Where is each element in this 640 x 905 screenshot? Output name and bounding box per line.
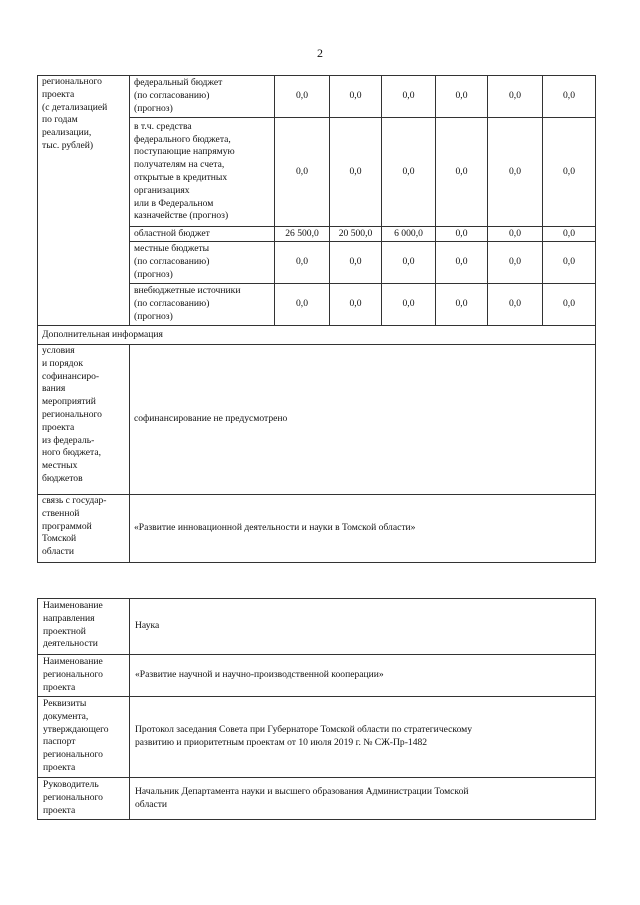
table-row bbox=[38, 599, 596, 655]
value-cell: 0,0 bbox=[488, 284, 543, 326]
info-value: «Развитие научной и научно-производственной кооперации» bbox=[130, 655, 596, 697]
info-label: Руководитель регионального проекта bbox=[38, 778, 130, 820]
value-cell: 0,0 bbox=[330, 76, 382, 118]
value-cell: 0,0 bbox=[382, 284, 436, 326]
value-cell: 0,0 bbox=[436, 242, 488, 284]
funding-source: областной бюджет bbox=[130, 227, 275, 242]
table-row bbox=[38, 326, 596, 345]
value-cell: 0,0 bbox=[488, 227, 543, 242]
value-cell: 0,0 bbox=[436, 284, 488, 326]
funding-source: в т.ч. средства федерального бюджета, поступающие напрямую получателям на счета, открытые в кредитных организациях или в Федеральном казначействе (прогноз) bbox=[130, 118, 275, 227]
funding-source: внебюджетные источники (по согласованию) (прогноз) bbox=[130, 284, 275, 326]
value-cell: 0,0 bbox=[382, 242, 436, 284]
value-cell: 0,0 bbox=[488, 76, 543, 118]
value-cell: 0,0 bbox=[543, 242, 596, 284]
financing-row-label: регионального проекта (с детализацией по годам реализации, тыс. рублей) bbox=[38, 76, 130, 326]
value-cell: 0,0 bbox=[382, 118, 436, 227]
table-row bbox=[38, 655, 596, 697]
value-cell: 0,0 bbox=[488, 118, 543, 227]
value-cell: 0,0 bbox=[330, 118, 382, 227]
value-cell: 0,0 bbox=[543, 118, 596, 227]
value-cell: 0,0 bbox=[436, 227, 488, 242]
info-value: Наука bbox=[130, 599, 596, 655]
value-cell: 0,0 bbox=[382, 76, 436, 118]
value-cell: 0,0 bbox=[436, 118, 488, 227]
funding-source: федеральный бюджет (по согласованию) (прогноз) bbox=[130, 76, 275, 118]
page-number: 2 bbox=[317, 46, 323, 60]
info-value: Начальник Департамента науки и высшего образования Администрации Томской области bbox=[130, 778, 596, 820]
value-cell: 0,0 bbox=[330, 284, 382, 326]
funding-source: местные бюджеты (по согласованию) (прогноз) bbox=[130, 242, 275, 284]
value-cell: 0,0 bbox=[488, 242, 543, 284]
value-cell: 26 500,0 bbox=[275, 227, 330, 242]
value-cell: 0,0 bbox=[275, 284, 330, 326]
table-row bbox=[38, 778, 596, 820]
cofinancing-label: условия и порядок софинансиро- вания мероприятий регионального проекта из федераль- ного бюджета, местных бюджетов bbox=[38, 345, 130, 495]
table-row bbox=[38, 76, 596, 118]
table-row bbox=[38, 345, 596, 495]
value-cell: 0,0 bbox=[543, 227, 596, 242]
financing-table bbox=[37, 75, 596, 563]
value-cell: 0,0 bbox=[275, 76, 330, 118]
value-cell: 0,0 bbox=[543, 284, 596, 326]
table-row bbox=[38, 697, 596, 778]
info-label: Наименование направления проектной деятельности bbox=[38, 599, 130, 655]
additional-info-header: Дополнительная информация bbox=[38, 326, 596, 345]
table-row bbox=[38, 495, 596, 563]
program-link-label: связь с государ- ственной программой Томской области bbox=[38, 495, 130, 563]
info-value: Протокол заседания Совета при Губернаторе Томской области по стратегическому развитию и приоритетным проектам от 10 июля 2019 г. № СЖ-Пр-1482 bbox=[130, 697, 596, 778]
info-label: Наименование регионального проекта bbox=[38, 655, 130, 697]
program-link-value: «Развитие инновационной деятельности и науки в Томской области» bbox=[130, 495, 596, 563]
info-label: Реквизиты документа, утверждающего паспорт регионального проекта bbox=[38, 697, 130, 778]
value-cell: 0,0 bbox=[275, 242, 330, 284]
value-cell: 6 000,0 bbox=[382, 227, 436, 242]
value-cell: 20 500,0 bbox=[330, 227, 382, 242]
cofinancing-value: софинансирование не предусмотрено bbox=[130, 345, 596, 495]
project-info-table bbox=[37, 598, 596, 820]
value-cell: 0,0 bbox=[275, 118, 330, 227]
value-cell: 0,0 bbox=[436, 76, 488, 118]
value-cell: 0,0 bbox=[543, 76, 596, 118]
value-cell: 0,0 bbox=[330, 242, 382, 284]
